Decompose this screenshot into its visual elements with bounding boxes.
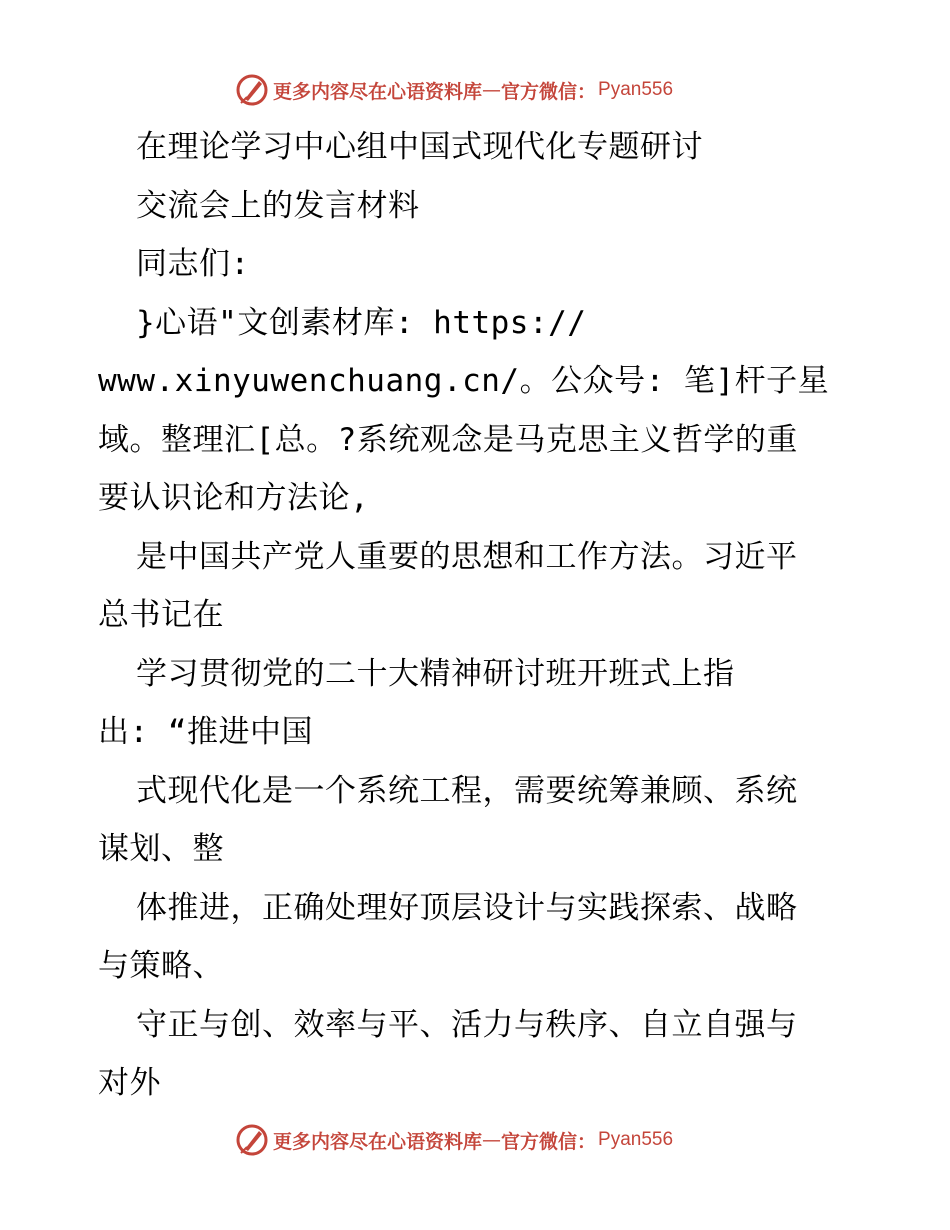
text-line: 学习贯彻党的二十大精神研讨班开班式上指 (136, 655, 735, 692)
watermark-site-text: 更多内容尽在心语资料库 (273, 1130, 483, 1153)
watermark-wechat-id: Pyan556 (598, 1129, 674, 1150)
quill-logo-icon (235, 73, 269, 107)
watermark-dash: — (482, 1129, 502, 1151)
text-line: 总书记在 (98, 597, 224, 633)
watermark-wechat-label: 官方微信： (501, 80, 597, 103)
text-line: 体推进，正确处理好顶层设计与实践探索、战略 (136, 889, 798, 926)
text-line: 守正与创、效率与平、活力与秩序、自立自强与 (136, 1006, 798, 1043)
text-line: 交流会上的发言材料 (136, 187, 420, 224)
text-line: 要认识论和方法论, (98, 480, 370, 516)
text-line: }心语"文创素材库: https:// (136, 304, 587, 341)
text-line: 域。整理汇[总。?系统观念是马克思主义哲学的重 (98, 421, 798, 458)
watermark-header (235, 72, 715, 108)
watermark-dash: — (482, 79, 502, 101)
text-line: 与策略、 (98, 948, 224, 984)
text-line: www.xinyuwenchuang.cn/。公众号: 笔]杆子星 (98, 363, 830, 399)
text-line: 式现代化是一个系统工程，需要统筹兼顾、系统 (136, 772, 798, 809)
watermark-footer (235, 1122, 715, 1158)
text-line: 同志们: (136, 246, 250, 282)
document-body (98, 118, 868, 1113)
text-line: 是中国共产党人重要的思想和工作方法。习近平 (136, 538, 798, 575)
text-line: 对外 (98, 1065, 161, 1101)
watermark-site-text: 更多内容尽在心语资料库 (273, 80, 483, 103)
text-line: 出: “推进中国 (98, 714, 313, 750)
text-line: 在理论学习中心组中国式现代化专题研讨 (136, 129, 703, 165)
watermark-wechat-id: Pyan556 (598, 79, 674, 100)
text-line: 谋划、整 (98, 831, 224, 867)
watermark-wechat-label: 官方微信： (501, 1130, 597, 1153)
quill-logo-icon (235, 1123, 269, 1157)
